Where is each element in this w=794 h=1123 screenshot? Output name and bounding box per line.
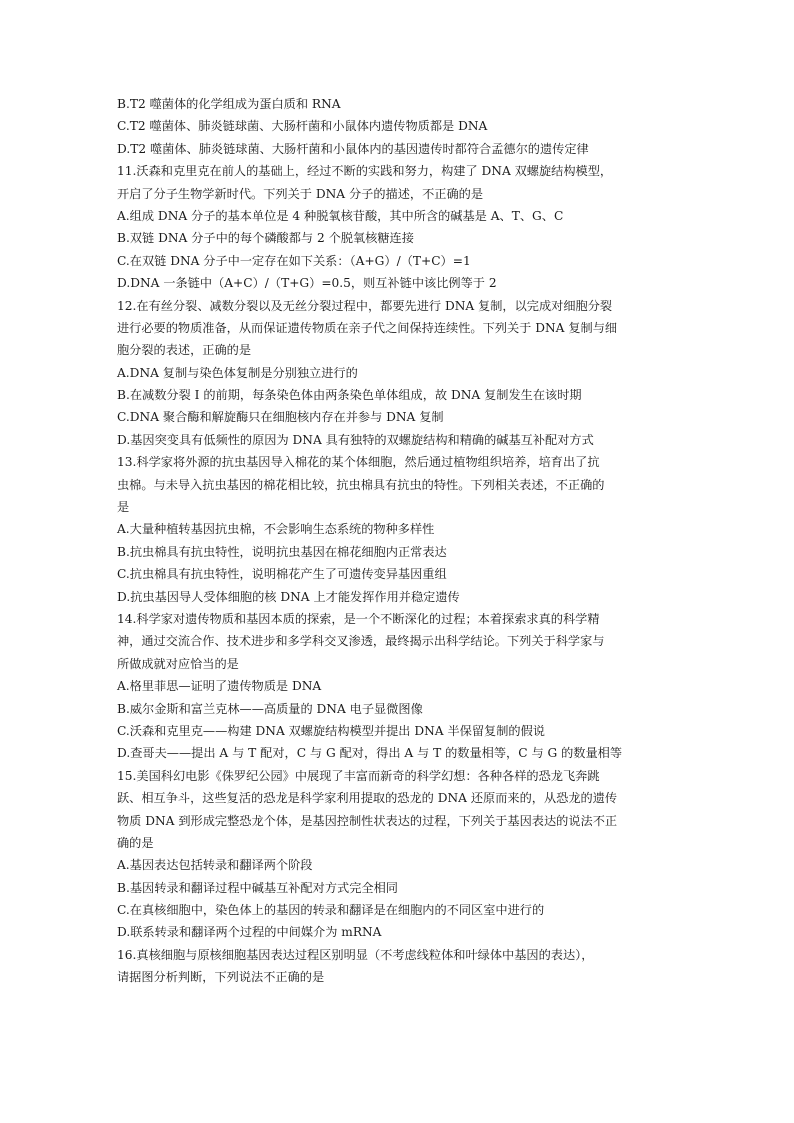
option-line: A.组成 DNA 分子的基本单位是 4 种脱氧核苷酸，其中所含的碱基是 A、T、G、C xyxy=(117,208,564,223)
question-12-stem: 胞分裂的表述，正确的是 xyxy=(117,343,252,358)
option-line: B.基因转录和翻译过程中碱基互补配对方式完全相同 xyxy=(117,880,398,895)
question-14-stem: 神，通过交流合作、技术进步和多学科交叉渗透，最终揭示出科学结论。下列关于科学家与 xyxy=(117,634,605,649)
question-15-stem: 跃、相互争斗，这些复活的恐龙是科学家利用提取的恐龙的 DNA 还原而来的，从恐龙的遗传 xyxy=(117,791,618,806)
option-line: D.T2 噬菌体、肺炎链球菌、大肠杆菌和小鼠体内的基因遗传时都符合孟德尔的遗传定律 xyxy=(117,141,589,156)
option-line: C.T2 噬菌体、肺炎链球菌、大肠杆菌和小鼠体内遗传物质都是 DNA xyxy=(117,119,488,134)
question-13-stem: 13.科学家将外源的抗虫基因导入棉花的某个体细胞，然后通过植物组织培养，培育出了抗 xyxy=(117,455,600,470)
option-line: A.大量种植转基因抗虫棉，不会影响生态系统的物种多样性 xyxy=(117,522,435,537)
option-line: C.在真核细胞中，染色体上的基因的转录和翻译是在细胞内的不同区室中进行的 xyxy=(117,903,545,918)
question-15-stem: 物质 DNA 到形成完整恐龙个体，是基因控制性状表达的过程，下列关于基因表达的说法不正 xyxy=(117,813,618,828)
question-13-stem: 是 xyxy=(117,500,130,515)
question-14-stem: 14.科学家对遗传物质和基因本质的探索，是一个不断深化的过程；本着探索求真的科学精 xyxy=(117,611,600,626)
question-15-stem: 15.美国科幻电影《侏罗纪公园》中展现了丰富而新奇的科学幻想：各种各样的恐龙飞奔跳 xyxy=(117,768,600,783)
option-line: C.DNA 聚合酶和解旋酶只在细胞核内存在并参与 DNA 复制 xyxy=(117,410,444,425)
option-line: B.T2 噬菌体的化学组成为蛋白质和 RNA xyxy=(117,97,341,111)
question-12-stem: 12.在有丝分裂、减数分裂以及无丝分裂过程中，都要先进行 DNA 复制，以完成对细胞分裂 xyxy=(117,298,613,313)
option-line: D.DNA 一条链中（A+C）/（T+G）=0.5，则互补链中该比例等于 2 xyxy=(117,276,497,291)
option-line: D.联系转录和翻译两个过程的中间媒介为 mRNA xyxy=(117,925,382,940)
question-13-stem: 虫棉。与未导入抗虫基因的棉花相比较，抗虫棉具有抗虫的特性。下列相关表述，不正确的 xyxy=(117,477,605,492)
question-14-stem: 所做成就对应恰当的是 xyxy=(117,656,239,671)
question-11-stem: 11.沃森和克里克在前人的基础上，经过不断的实践和努力，构建了 DNA 双螺旋结构模型， xyxy=(117,164,613,179)
option-line: B.在减数分裂 I 的前期，每条染色体由两条染色单体组成，故 DNA 复制发生在该时期 xyxy=(117,388,582,403)
option-line: B.抗虫棉具有抗虫特性，说明抗虫基因在棉花细胞内正常表达 xyxy=(117,544,447,559)
option-line: A.基因表达包括转录和翻译两个阶段 xyxy=(117,858,313,873)
option-line: A.格里菲思—证明了遗传物质是 DNA xyxy=(117,679,322,694)
question-11-stem: 开启了分子生物学新时代。下列关于 DNA 分子的描述，不正确的是 xyxy=(117,186,484,201)
option-line: C.抗虫棉具有抗虫特性，说明棉花产生了可遗传变异基因重组 xyxy=(117,567,447,582)
question-16-stem: 请据图分析判断，下列说法不正确的是 xyxy=(117,970,325,985)
option-line: D.查哥夫——提出 A 与 T 配对，C 与 G 配对，得出 A 与 T 的数量相等，C 与 G 的数量相等 xyxy=(117,746,623,761)
option-line: C.沃森和克里克——构建 DNA 双螺旋结构模型并提出 DNA 半保留复制的假说 xyxy=(117,723,545,738)
question-16-stem: 16.真核细胞与原核细胞基因表达过程区别明显（不考虑线粒体和叶绿体中基因的表达）， xyxy=(117,947,594,962)
question-12-stem: 进行必要的物质准备，从而保证遗传物质在亲子代之间保持连续性。下列关于 DNA 复制与细 xyxy=(117,320,618,335)
option-line: A.DNA 复制与染色体复制是分别独立进行的 xyxy=(117,365,358,380)
option-line: C.在双链 DNA 分子中一定存在如下关系：（A+G）/（T+C）=1 xyxy=(117,253,471,268)
option-line: B.双链 DNA 分子中的每个磷酸都与 2 个脱氧核糖连接 xyxy=(117,231,414,246)
option-line: D.抗虫基因导人受体细胞的核 DNA 上才能发挥作用并稳定遗传 xyxy=(117,589,460,604)
document-page xyxy=(117,93,677,989)
question-15-stem: 确的是 xyxy=(117,835,154,850)
option-line: B.威尔金斯和富兰克林——高质量的 DNA 电子显微图像 xyxy=(117,701,423,716)
option-line: D.基因突变具有低频性的原因为 DNA 具有独特的双螺旋结构和精确的碱基互补配对方式 xyxy=(117,432,594,447)
